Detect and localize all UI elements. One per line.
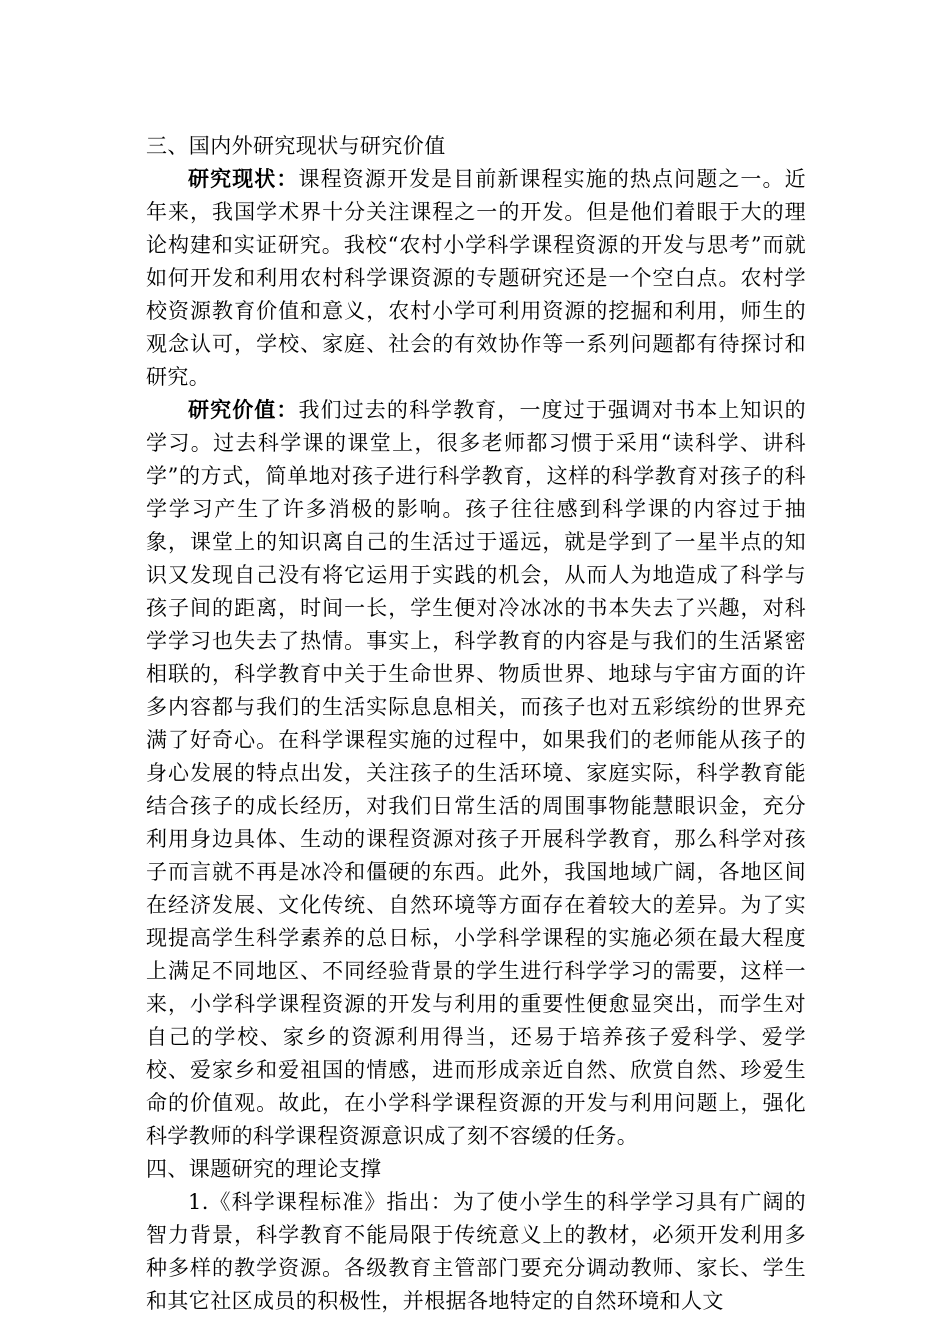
research-value-text: 我们过去的科学教育，一度过于强调对书本上知识的学习。过去科学课的课堂上，很多老师都习惯于采用“读科学、讲科学”的方式，简单地对孩子进行科学教育，这样的科学教育对孩子的科学学习产生了许多消极的影响。孩子往往感到科学课的内容过于抽象，课堂上的知识离自己的生活过于遥远，就是学到了一星半点的知识又发现自己没有将它运用于实践的机会，从而人为地造成了科学与孩子间的距离，时间一长，学生便对冷冰冰的书本失去了兴趣，对科学学习也失去了热情。事实上，科学教育的内容是与我们的生活紧密相联的，科学教育中关于生命世界、物质世界、地球与宇宙方面的许多内容都与我们的生活实际息息相关，而孩子也对五彩缤纷的世界充满了好奇心。在科学课程实施的过程中，如果我们的老师能从孩子的身心发展的特点出发，关注孩子的生活环境、家庭实际，科学教育能结合孩子的成长经历，对我们日常生活的周围事物能慧眼识金，充分利用身边具体、生动的课程资源对孩子开展科学教育，那么科学对孩子而言就不再是冰冷和僵硬的东西。此外，我国地域广阔，各地区间在经济发展、文化传统、自然环境等方面存在着较大的差异。为了实现提高学生科学素养的总日标，小学科学课程的实施必须在最大程度上满足不同地区、不同经验背景的学生进行科学学习的需要，这样一来，小学科学课程资源的开发与利用的重要性便愈显突出，而学生对自己的学校、家乡的资源利用得当，还易于培养孩子爱科学、爱学校、爱家乡和爱祖国的情感，进而形成亲近自然、欣赏自然、珍爱生命的价值观。故此，在小学科学课程资源的开发与利用问题上，强化科学教师的科学课程资源意识成了刻不容缓的任务。 xyxy=(146,398,806,1148)
section-heading-research-status-value: 三、国内外研究现状与研究价值 xyxy=(146,134,446,158)
paragraph-research-status xyxy=(146,163,806,394)
paragraph-curriculum-standard: 1.《科学课程标准》指出：为了使小学生的科学学习具有广阔的智力背景，科学教育不能局限于传统意义上的教材，必须开发利用多种多样的教学资源。各级教育主管部门要充分调动教师、家长、学生和其它社区成员的积极性，并根据各地特定的自然环境和人文 xyxy=(146,1190,806,1313)
research-status-text: 课程资源开发是目前新课程实施的热点问题之一。近年来，我国学术界十分关注课程之一的开发。但是他们着眼于大的理论构建和实证研究。我校“农村小学科学课程资源的开发与思考”而就如何开发和利用农村科学课资源的专题研究还是一个空白点。农村学校资源教育价值和意义，农村小学可利用资源的挖掘和利用，师生的观念认可，学校、家庭、社会的有效协作等一系列问题都有待探讨和研究。 xyxy=(146,167,806,389)
document-body xyxy=(146,130,806,1318)
research-value-label: 研究价值： xyxy=(188,398,299,422)
section-heading-theoretical-support: 四、课题研究的理论支撑 xyxy=(146,1157,382,1181)
paragraph-research-value xyxy=(146,394,806,1153)
research-status-label: 研究现状： xyxy=(188,167,299,191)
